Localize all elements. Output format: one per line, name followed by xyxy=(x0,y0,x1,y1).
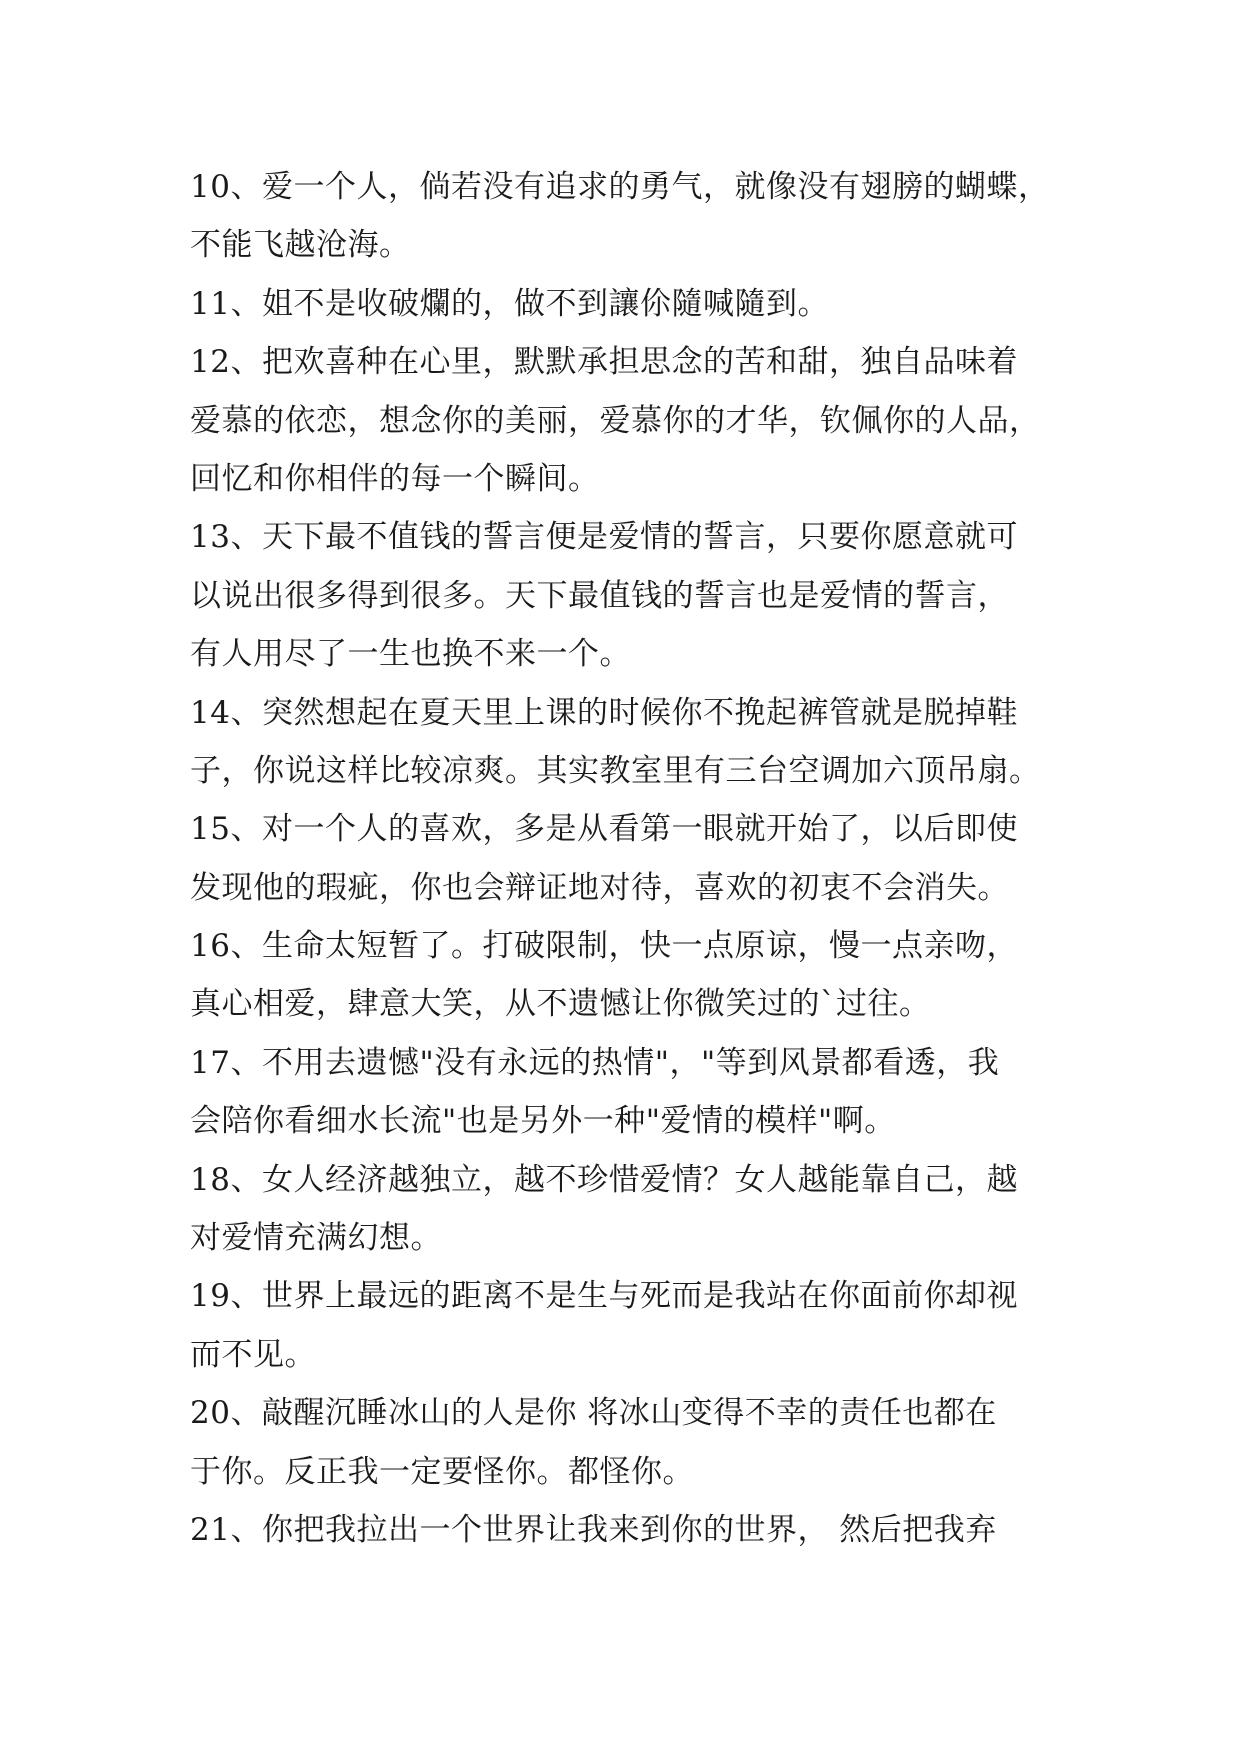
text-line: 19、世界上最远的距离不是生与死而是我站在你面前你却视 xyxy=(190,1278,1018,1315)
text-line: 会陪你看细水长流"也是另外一种"爱情的模样"啊。 xyxy=(190,1103,896,1140)
text-line: 子，你说这样比较凉爽。其实教室里有三台空调加六顶吊扇。 xyxy=(190,752,1041,789)
text-line: 不能飞越沧海。 xyxy=(190,227,411,264)
text-line: 有人用尽了一生也换不来一个。 xyxy=(190,636,631,673)
text-line: 20、敲醒沉睡冰山的人是你 将冰山变得不幸的责任也都在 xyxy=(190,1395,997,1432)
text-line: 于你。反正我一定要怪你。都怪你。 xyxy=(190,1453,694,1490)
text-line: 16、生命太短暂了。打破限制，快一点原谅，慢一点亲吻， xyxy=(190,928,1018,965)
text-line: 而不见。 xyxy=(190,1336,316,1373)
text-line: 18、女人经济越独立，越不珍惜爱情？女人越能靠自己，越 xyxy=(190,1161,1018,1198)
text-line: 10、爱一个人，倘若没有追求的勇气，就像没有翅膀的蝴蝶， xyxy=(190,169,1050,205)
text-line: 对爱情充满幻想。 xyxy=(190,1220,442,1257)
text-line: 回忆和你相伴的每一个瞬间。 xyxy=(190,460,600,497)
text-line: 爱慕的依恋，想念你的美丽，爱慕你的才华，钦佩你的人品， xyxy=(190,402,1041,439)
text-line: 以说出很多得到很多。天下最值钱的誓言也是爱情的誓言， xyxy=(190,577,1009,614)
text-line: 发现他的瑕疵，你也会辩证地对待，喜欢的初衷不会消失。 xyxy=(190,869,1009,906)
text-line: 14、突然想起在夏天里上课的时候你不挽起裤管就是脱掉鞋 xyxy=(190,694,1018,731)
text-line: 21、你把我拉出一个世界让我来到你的世界， 然后把我弃 xyxy=(190,1511,997,1548)
text-line: 15、对一个人的喜欢，多是从看第一眼就开始了，以后即使 xyxy=(190,811,1018,848)
document-body xyxy=(190,158,1070,1559)
text-line: 12、把欢喜种在心里，默默承担思念的苦和甜，独自品味着 xyxy=(190,344,1018,381)
text-line: 17、不用去遗憾"没有永远的热情"，"等到风景都看透，我 xyxy=(190,1044,1000,1081)
text-line: 13、天下最不值钱的誓言便是爱情的誓言，只要你愿意就可 xyxy=(190,519,1018,556)
text-line: 真心相爱，肆意大笑，从不遗憾让你微笑过的`过往。 xyxy=(190,986,931,1023)
text-line: 11、姐不是收破爛的，做不到讓伱隨喊隨到。 xyxy=(190,285,829,322)
